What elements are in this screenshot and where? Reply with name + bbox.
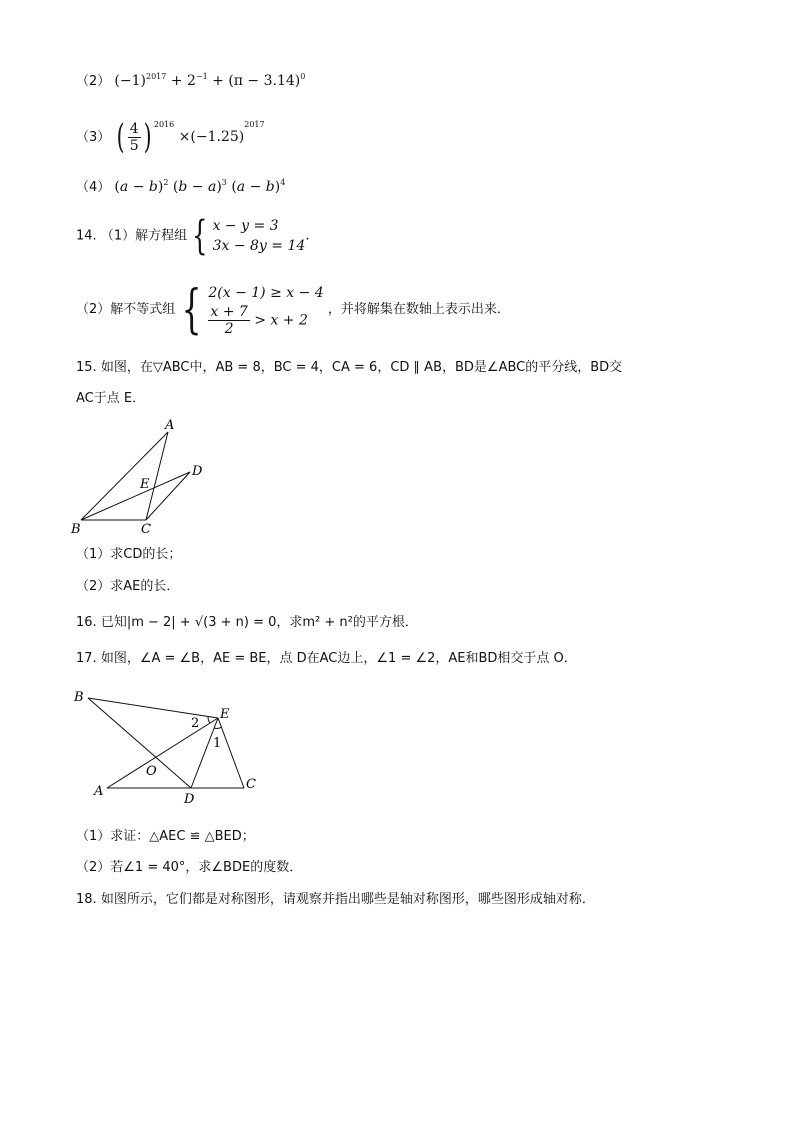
q15-sub1-text: （1）求CD的长； (76, 547, 182, 562)
q13-p3-expression: ( $\frac{4}{5}$ ) $^{2016} \times(-1.25)^{2017}$ (117, 117, 265, 157)
q18-text: 如图所示，它们都是对称图形，请观察并指出哪些是轴对称图形，哪些图形成轴对称． (100, 892, 595, 907)
q15-figure (66, 414, 216, 540)
q17-angle-arc-1 (214, 727, 222, 728)
q13-p2-expression: $(-1)^{2017} + 2^{-1} + (\pi - 3.14)^0$ (114, 72, 306, 89)
q17-sub2-text: （2）若∠1 = 40°，求∠BDE的度数． (76, 860, 303, 875)
q14-ineq2-denominator: 2 (224, 321, 234, 337)
q13-part4 (76, 178, 285, 197)
q15-line2 (76, 390, 145, 408)
q15-text-line2: AC于点 E． (76, 391, 146, 406)
q17-angle-arc-2 (208, 717, 210, 723)
q14-part1: 14. （1）解方程组 { x − y = 3 3x − 8y = 14 . (76, 213, 310, 259)
q15-text-line1: 如图，在▽ABC中，AB = 8，BC = 4，CA = 6，CD ∥ AB，BD是∠ABC的平分线，BD交 (100, 360, 623, 375)
q17-sub2 (76, 859, 302, 877)
q17-label-1: 1 (213, 736, 222, 751)
q15-line1 (76, 359, 622, 377)
q13-p3-label: （3） (76, 130, 111, 145)
q18-line (76, 891, 595, 909)
q14-p2-text: （2）解不等式组 (76, 302, 176, 317)
q17-label-c: C (246, 777, 256, 792)
q16-text: 已知|m − 2| + √(3 + n) = 0，求m² + n²的平方根． (100, 615, 418, 630)
q14-part2: （2）解不等式组 { 2(x − 1) ≥ x − 4 $\frac{x + 7}{2}$ > x + 2 ，并将解集在数轴上表示出来． (76, 279, 510, 340)
q13-part3 (76, 117, 265, 157)
q13-p4-expression: $(a - b)^2$ $(b - a)^3$ $(a - b)^4$ (114, 178, 286, 195)
q17-text: 如图，∠A = ∠B，AE = BE，点 D在AC边上，∠1 = ∠2，AE和BD相交于点 O． (100, 651, 577, 666)
q15-label-a: A (165, 418, 175, 433)
q17-label-2: 2 (191, 716, 200, 731)
q17-line (76, 650, 577, 668)
q13-p2-label: （2） (76, 74, 111, 89)
q14-ineq2-numerator: x + 7 (210, 304, 248, 320)
q17-label-b: B (74, 690, 84, 705)
q18-number: 18. (76, 892, 97, 907)
q17-number: 17. (76, 651, 97, 666)
q15-segment-ba (81, 432, 168, 520)
q17-sub1 (76, 828, 255, 846)
q17-sub1-text: （1）求证：△AEC ≌ △BED； (76, 829, 255, 844)
q14-number: 14. (76, 228, 97, 244)
q16-line (76, 614, 418, 632)
q14-ineq1: 2(x − 1) ≥ x − 4 (208, 285, 324, 301)
q17-label-o: O (146, 764, 157, 779)
q15-sub2 (76, 578, 179, 596)
q15-segment-cd (146, 472, 190, 520)
q15-label-b: B (71, 522, 81, 537)
q15-label-c: C (141, 522, 151, 537)
q15-sub1 (76, 546, 181, 564)
q16-number: 16. (76, 615, 97, 630)
q17-label-a: A (94, 784, 104, 799)
q13-part2 (76, 72, 305, 91)
q17-segment-ec (218, 718, 244, 788)
q15-label-e: E (140, 477, 150, 492)
q15-sub2-text: （2）求AE的长． (76, 579, 180, 594)
q14-eq2: 3x − 8y = 14 (212, 238, 306, 254)
q15-segment-ac (146, 432, 168, 520)
q17-label-e: E (220, 707, 230, 722)
q17-figure (70, 684, 270, 808)
q13-p4-label: （4） (76, 180, 111, 195)
q15-segment-bd (81, 472, 190, 520)
q15-number: 15. (76, 360, 97, 375)
q15-label-d: D (192, 464, 203, 479)
q17-label-d: D (184, 792, 195, 807)
q14-p2-tail: ，并将解集在数轴上表示出来． (327, 302, 510, 317)
q14-p1-text: （1）解方程组 (100, 228, 188, 244)
q14-eq1: x − y = 3 (212, 218, 279, 234)
q14-ineq2-rest: > x + 2 (254, 312, 308, 329)
